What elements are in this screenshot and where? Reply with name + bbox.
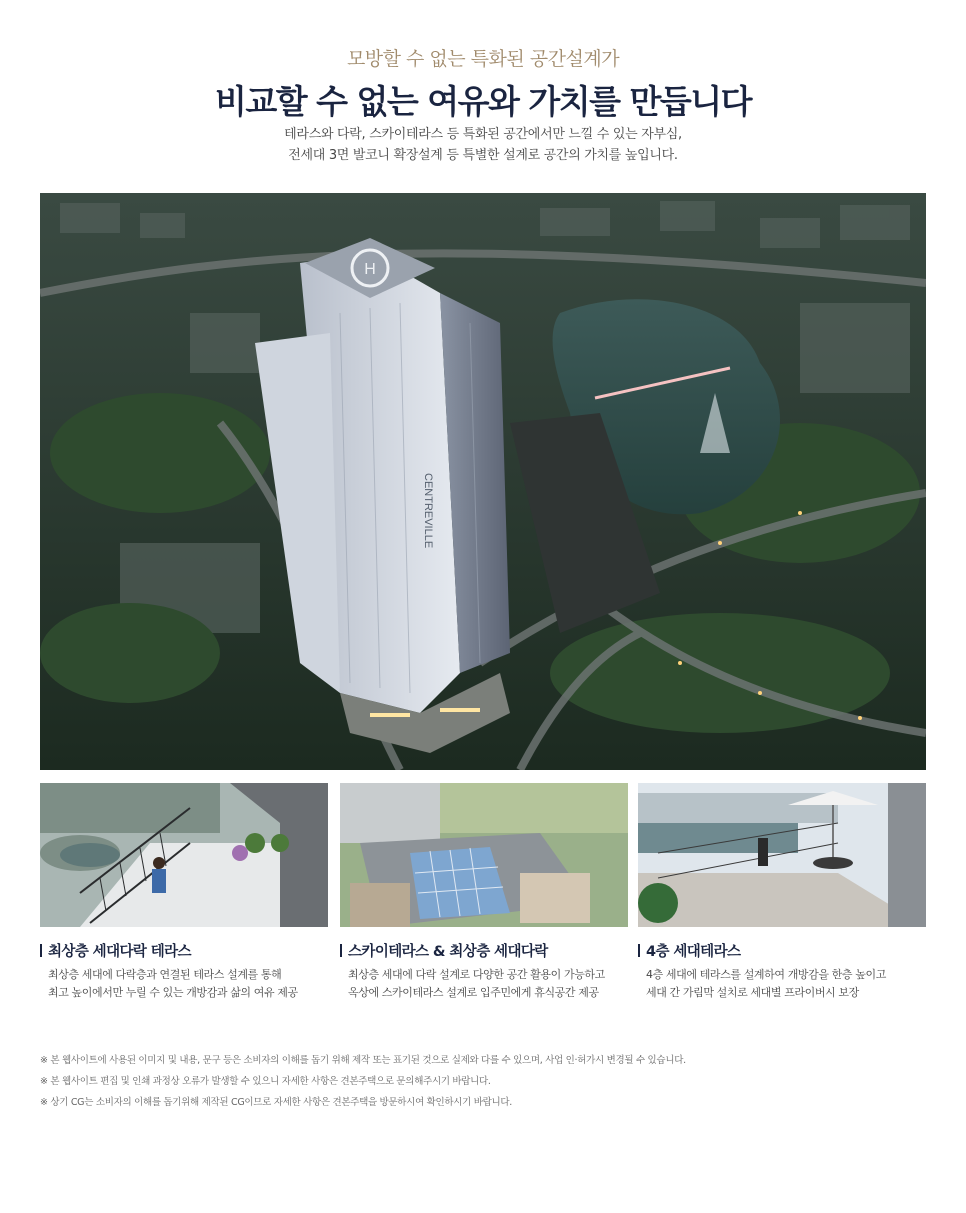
card-title-text: 최상층 세대다락 테라스	[48, 944, 191, 960]
card-title-floor4-terrace	[638, 940, 740, 961]
card-desc-attic-terrace	[48, 966, 298, 1002]
hero-aerial-image	[40, 193, 926, 770]
card-desc-line-1: 4층 세대에 테라스를 설계하여 개방감을 한층 높이고	[646, 968, 886, 981]
building-label: CENTREVILLE	[422, 473, 434, 549]
card-desc-sky-terrace	[348, 966, 605, 1002]
card-title-attic-terrace	[40, 940, 191, 961]
card-title-sky-terrace	[340, 940, 548, 961]
card-image-floor4-terrace	[638, 783, 926, 927]
card-title-text: 스카이테라스 & 최상층 세대다락	[348, 944, 548, 960]
disclaimer-note-2: ※ 본 웹사이트 편집 및 인쇄 과정상 오류가 발생할 수 있으니 자세한 사항은 견본주택으로 문의해주시기 바랍니다.	[40, 1076, 491, 1087]
card-desc-line-1: 최상층 세대에 다락 설계로 다양한 공간 활용이 가능하고	[348, 968, 605, 981]
title-bar	[638, 944, 640, 957]
card-title-text: 4층 세대테라스	[646, 944, 741, 960]
card-desc-line-2: 옥상에 스카이테라스 설계로 입주민에게 휴식공간 제공	[348, 986, 599, 999]
disclaimer-note-3: ※ 상기 CG는 소비자의 이해를 돕기위해 제작된 CG이므로 자세한 사항은 견본주택을 방문하시여 확인하시기 바랍니다.	[40, 1097, 512, 1108]
svg-text:H: H	[364, 261, 376, 278]
section-subtitle: 모방할 수 없는 특화된 공간설계가	[346, 48, 620, 70]
card-desc-line-1: 최상층 세대에 다락층과 연결된 테라스 설계를 통해	[48, 968, 282, 981]
card-image-attic-terrace	[40, 783, 328, 927]
card-desc-floor4-terrace	[646, 966, 886, 1002]
section-description	[0, 124, 966, 166]
description-line-2: 전세대 3면 발코니 확장설계 등 특별한 설계로 공간의 가치를 높입니다.	[288, 148, 678, 163]
card-desc-line-2: 세대 간 가림막 설치로 세대별 프라이버시 보장	[646, 986, 859, 999]
title-bar	[340, 944, 342, 957]
card-desc-line-2: 최고 높이에서만 누릴 수 있는 개방감과 삶의 여유 제공	[48, 986, 298, 999]
title-bar	[40, 944, 42, 957]
section-title: 비교할 수 없는 여유와 가치를 만듭니다	[215, 82, 751, 121]
card-image-sky-terrace	[340, 783, 628, 927]
description-line-1: 테라스와 다락, 스카이테라스 등 특화된 공간에서만 느낄 수 있는 자부심,	[284, 127, 682, 142]
disclaimer-note-1: ※ 본 웹사이트에 사용된 이미지 및 내용, 문구 등은 소비자의 이해를 돕기 위해 제작 또는 표기된 것으로 실제와 다를 수 있으며, 사업 인·허가시 변경될 수 있습니다.	[40, 1055, 686, 1066]
disclaimer-notes	[40, 1050, 940, 1113]
